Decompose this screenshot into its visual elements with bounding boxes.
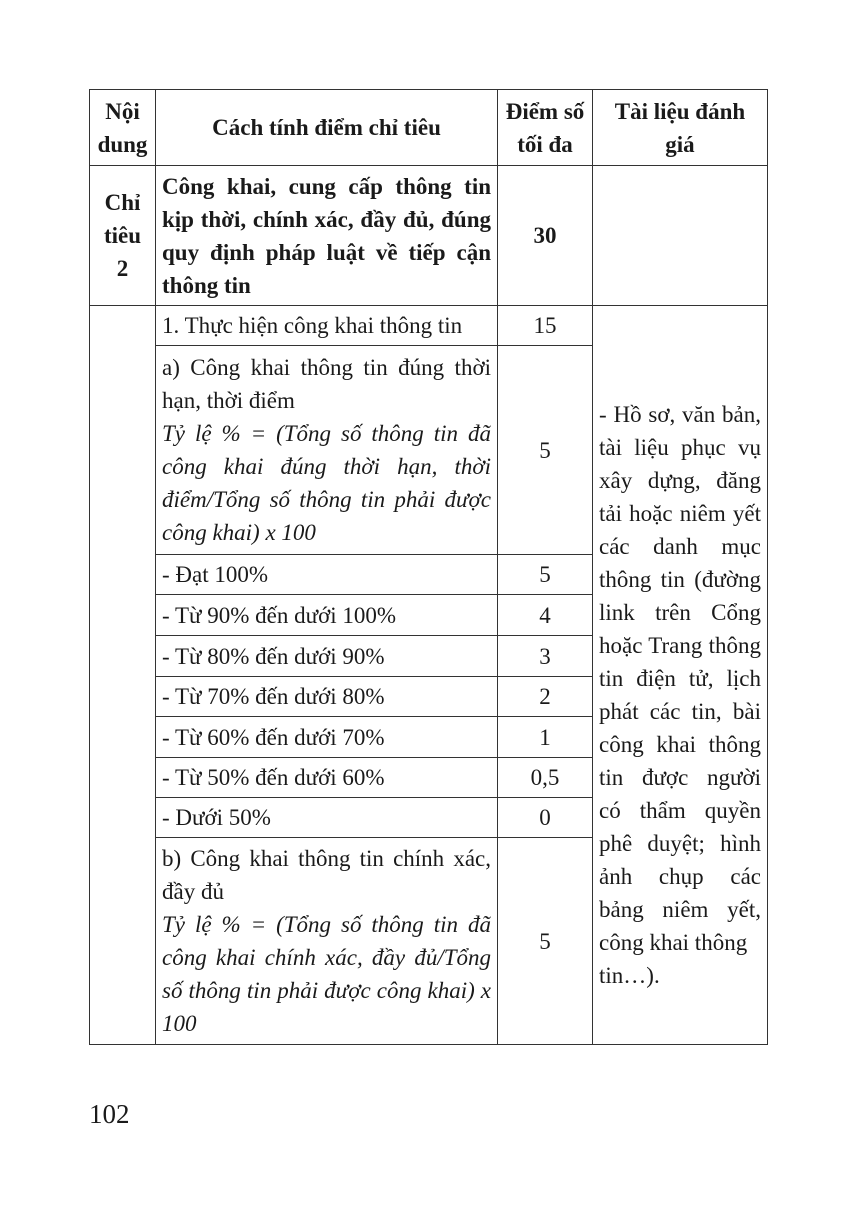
header-documents: Tài liệu đánh giá [593, 90, 768, 166]
rate-score: 4 [498, 595, 593, 636]
rate-label: - Từ 70% đến dưới 80% [156, 677, 498, 717]
item-b-formula: Tỷ lệ % = (Tổng số thông tin đã công khai chính xác, đầy đủ/Tổng số thông tin phải được công khai) x 100 [162, 912, 491, 1036]
criterion-documents-empty [593, 166, 768, 306]
item-a-cell [156, 346, 498, 555]
item-a-title: a) Công khai thông tin đúng thời hạn, thời điểm [162, 355, 491, 413]
criterion-max-score: 30 [498, 166, 593, 306]
item-b-cell [156, 838, 498, 1045]
header-method: Cách tính điểm chỉ tiêu [156, 90, 498, 166]
content-empty-cell [90, 306, 156, 1045]
rate-label: - Từ 90% đến dưới 100% [156, 595, 498, 636]
criterion-row [90, 166, 768, 306]
rate-label: - Từ 50% đến dưới 60% [156, 758, 498, 798]
header-row [90, 90, 768, 166]
criteria-table [89, 89, 768, 1045]
documents-cell [593, 306, 768, 1045]
rate-label: - Dưới 50% [156, 798, 498, 838]
header-content: Nội dung [90, 90, 156, 166]
documents-text-end: công khai thông tin…). [599, 930, 748, 988]
criterion-title: Công khai, cung cấp thông tin kịp thời, chính xác, đầy đủ, đúng quy định pháp luật về tiếp cận thông tin [156, 166, 498, 306]
criterion-label: Chỉ tiêu 2 [90, 166, 156, 306]
rate-label: - Từ 80% đến dưới 90% [156, 636, 498, 677]
section1-row [90, 306, 768, 346]
item-b-score: 5 [498, 838, 593, 1045]
rate-label: - Từ 60% đến dưới 70% [156, 717, 498, 758]
section1-score: 15 [498, 306, 593, 346]
rate-score: 3 [498, 636, 593, 677]
documents-text: - Hồ sơ, văn bản, tài liệu phục vụ xây dựng, đăng tải hoặc niêm yết các danh mục thông tin (đường link trên Cổng hoặc Trang thông tin điện tử, lịch phát các tin, bài công khai thông tin được người có thẩm quyền phê duyệt; hình ảnh chụp các bảng niêm yết, [599, 402, 761, 922]
section1-text: 1. Thực hiện công khai thông tin [156, 306, 498, 346]
item-a-score: 5 [498, 346, 593, 555]
page-number: 102 [89, 1099, 130, 1129]
rate-score: 0 [498, 798, 593, 838]
rate-score: 1 [498, 717, 593, 758]
item-a-formula: Tỷ lệ % = (Tổng số thông tin đã công khai đúng thời hạn, thời điểm/Tổng số thông tin phải được công khai) x 100 [162, 421, 491, 545]
header-max-score: Điểm số tối đa [498, 90, 593, 166]
item-b-title: b) Công khai thông tin chính xác, đầy đủ [162, 846, 491, 904]
rate-score: 0,5 [498, 758, 593, 798]
rate-score: 5 [498, 555, 593, 595]
rate-label: - Đạt 100% [156, 555, 498, 595]
rate-score: 2 [498, 677, 593, 717]
